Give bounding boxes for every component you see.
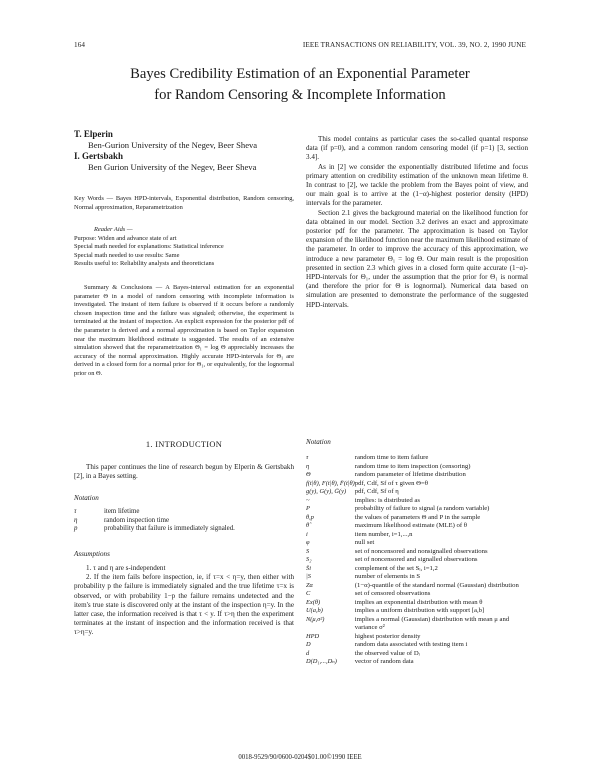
notation-row [306, 582, 528, 591]
assumption-2: 2. If the item fails before inspection, ie, if τ=x < η=y, then either with probability p the failure is immediately signaled and the true lifetime τ=x is observed, or with probability 1−p the failure remains undetected and the item's true state is discovered only at the instant of the inspection η=y. In the latter case, the information received is that τ < y. If τ>η then the experiment terminates at the instant of inspection and the information received is that τ>η=y. [74, 573, 294, 637]
notation-symbol: S [306, 547, 310, 555]
notation-symbol: d [306, 649, 310, 657]
notation-row [306, 505, 528, 514]
notation-symbol: S̄i [306, 564, 311, 572]
notation-symbol: |S [306, 573, 311, 580]
notation-definition: set of censored observations [354, 590, 431, 597]
right-intro [306, 135, 528, 310]
notation-symbol: U(a,b) [306, 607, 323, 614]
notation-definition: pdf, Cdf, Sf of τ given Θ=θ [354, 479, 428, 487]
notation-row [306, 650, 528, 659]
notation-definition: null set [354, 539, 375, 546]
notation-symbol: S₂ [306, 556, 312, 563]
notation-definition: highest posterior density [354, 632, 421, 640]
notation-symbol: Θ [306, 471, 311, 478]
notation-definition: set of noncensored and signalled observations [354, 556, 478, 563]
notation-row [306, 590, 528, 599]
notation-definition: implies an exponential distribution with mean θ [354, 598, 483, 606]
notation-row [306, 641, 528, 650]
notation-row [306, 548, 528, 557]
notation-symbol: D [306, 641, 311, 648]
notation-symbol: Ex(θ) [306, 598, 321, 606]
notation-left [74, 494, 294, 534]
author-block [74, 129, 304, 173]
right-paragraph-2: As in [2] we consider the exponentially distributed lifetime and focus primary attention on credibility estimation of the unknown mean lifetime θ. In contrast to [2], we tackle the problem from the Bayes point of view, and our main goal is to arrive at the (1−α)-highest posterior density (HPD) intervals for the parameter. [306, 162, 528, 208]
notation-definition: the observed value of Dᵢ [354, 649, 420, 657]
notation-symbol: ~ [306, 496, 310, 504]
notation-symbol: D(D₁,...,Dₙ) [306, 658, 337, 665]
notation-row: η random inspection time [74, 516, 170, 524]
notation-symbol: g(y), G(y), Ḡ(y) [306, 488, 347, 495]
right-paragraph-1: This model contains as particular cases the so-called quantal response data (if p=0), and a common random censoring model (if p=1) [3, section 3.4]. [306, 135, 528, 162]
title-line-1: Bayes Credibility Estimation of an Exponential Parameter [130, 66, 470, 82]
notation-row [306, 514, 528, 523]
notation-row: p probability that failure is immediately signaled. [74, 525, 235, 532]
notation-row [306, 573, 528, 582]
summary-abstract: Summary & Conclusions — A Bayes-interval estimation for an exponential parameter Θ in a model of random censoring with incomplete information is investigated. The instant of item failure is observed if it occurs before a randomly chosen inspection time and the failure was signaled; otherwise, the experiment is terminated at the instant of inspection. An explicit expression for the posterior pdf of the parameter is derived and a normal approximation is based on Taylor expansion near the maximum likelihood estimate is suggested. The results of an extensive simulation showed that the reparametrization Θ₁ = log Θ appreciably increases the accuracy of the normal approximation. Highly accurate HPD-intervals for Θ₁ are derived in a closed form for a normal prior for Θ₁, or equivalently, for the lognormal prior on Θ. [74, 284, 294, 377]
notation-definition: implies: is distributed as [354, 496, 420, 504]
author-affiliation: Ben Gurion University of the Negev, Beer Sheva [88, 162, 257, 172]
notation-row [306, 463, 528, 472]
notation-row [306, 471, 528, 480]
notation-definition: maximum likelihood estimate (MLE) of θ [354, 522, 467, 529]
author-affiliation: Ben-Gurion University of the Negev, Beer Sheva [88, 140, 258, 150]
notation-symbol: φ [306, 539, 310, 546]
notation-symbol: θ,p [306, 513, 314, 521]
notation-heading: Notation [74, 494, 99, 502]
author-name: I. Gertsbakh [74, 151, 124, 161]
notation-row [306, 497, 528, 506]
notation-row [306, 488, 528, 497]
notation-definition: the values of parameters Θ and P in the sample [354, 513, 481, 521]
assumptions-section [74, 550, 294, 638]
notation-definition: implies a normal (Gaussian) distribution with mean μ and variance σ² [354, 615, 510, 631]
notation-row [306, 616, 528, 633]
reader-aids-heading: Reader Aids — [94, 226, 133, 233]
notation-row [306, 531, 528, 540]
assumptions-heading: Assumptions [74, 550, 110, 558]
notation-symbol: i [306, 530, 308, 538]
notation-definition: pdf, Cdf, Sf of η [354, 488, 399, 495]
page-number: 164 [74, 41, 86, 49]
section-heading-introduction: 1. INTRODUCTION [145, 440, 223, 449]
assumption-1: 1. τ and η are s-independent [86, 564, 166, 572]
reader-aids-line: Purpose: Widen and advance state of art [74, 234, 177, 242]
right-paragraph-3: Section 2.1 gives the background material on the likelihood function for data obtained in our model. Section 3.2 derives an exact and approximate posterior pdf for the parameter. The approximation is based on Taylor expansion of the likelihood function near the maximum likelihood estimate of the parameter. In order to improve the accuracy of this approximation, we introduce a new parameter Θ₁ = log Θ. Our main result is the proposition presented in section 2.3 which gives in a closed form quite accurate (1−α)-HPD-intervals for Θ₁, under the assumption that the prior for Θ₁ is normal (and therefore the prior for Θ is lognormal). Numerical data based on simulation are presented to demonstrate the performance of the suggested HPD-intervals. [306, 208, 528, 309]
notation-symbol: N(μ,σ²) [306, 615, 325, 623]
notation-row: τ item lifetime [74, 508, 140, 515]
notation-definition: random parameter of lifetime distribution [354, 471, 466, 478]
intro-paragraph: This paper continues the line of research begun by Elperin & Gertsbakh [2], in a Bayes setting. [74, 463, 294, 481]
notation-row [306, 480, 528, 489]
notation-row [306, 658, 528, 667]
notation-definition: vector of random data [354, 658, 414, 665]
notation-row [306, 454, 528, 463]
notation-symbol: C [306, 590, 311, 597]
reader-aids-line: Results useful to: Reliability analysts and theoreticians [74, 260, 215, 268]
notation-definition: number of elements in S [354, 573, 421, 580]
notation-row [306, 633, 528, 642]
notation-right [306, 438, 528, 667]
notation-row [306, 556, 528, 565]
notation-heading: Notation [306, 438, 331, 446]
notation-definition: implies a uniform distribution with support [a,b] [354, 607, 485, 614]
reader-aids-line: Special math needed for explanations: Statistical inference [74, 243, 224, 251]
notation-symbol: HPD [306, 632, 320, 640]
notation-row [306, 607, 528, 616]
notation-row [306, 539, 528, 548]
notation-definition: random time to item failure [354, 454, 429, 461]
notation-definition: complement of the set Sᵢ, i=1,2 [354, 564, 438, 572]
notation-definition: random data associated with testing item i [354, 641, 468, 648]
notation-symbol: η [306, 462, 310, 470]
notation-definition: item number, i=1,...,n [354, 530, 413, 538]
notation-row [306, 599, 528, 608]
paper-title [60, 64, 540, 106]
reader-aids [74, 226, 294, 269]
notation-symbol: θ̂ [306, 522, 310, 529]
running-header [74, 41, 526, 53]
author-name: T. Elperin [74, 129, 113, 139]
notation-symbol: P [306, 505, 310, 512]
notation-row [306, 565, 528, 574]
title-line-2: for Random Censoring & Incomplete Information [154, 87, 446, 103]
copyright-footer: 0018-9529/90/0600-0204$01.00©1990 IEEE [238, 754, 362, 761]
reader-aids-line: Special math needed to use results: Same [74, 251, 180, 259]
notation-symbol: f(t|θ), F(t|θ), F̄(t|θ) [306, 479, 355, 487]
notation-symbol: τ [306, 454, 309, 461]
notation-symbol: Zα [306, 581, 313, 589]
notation-definition: set of noncensored and nonsignalled observations [354, 547, 488, 555]
notation-row [306, 522, 528, 531]
keywords: Key Words — Bayes HPD-intervals, Exponential distribution, Random censoring, Normal approximation, Reparametrization [74, 195, 294, 211]
notation-definition: probability of failure to signal (a random variable) [354, 505, 490, 512]
journal-reference: IEEE TRANSACTIONS ON RELIABILITY, VOL. 39, NO. 2, 1990 JUNE [302, 41, 526, 49]
notation-definition: random time to item inspection (censoring) [354, 462, 471, 470]
notation-definition: (1−α)-quantile of the standard normal (Gaussian) distribution [354, 581, 519, 589]
